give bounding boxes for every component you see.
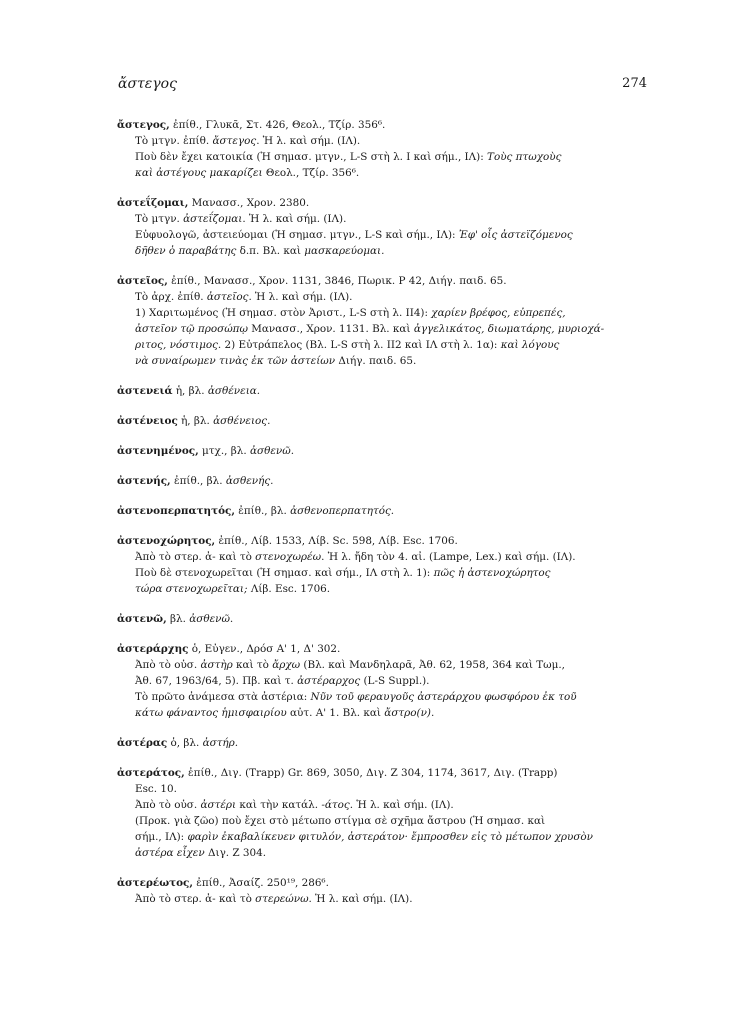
text: Ἀπὸ τὸ στερ. ἀ- καὶ τὸ	[135, 893, 256, 905]
text: (Βλ. καὶ Μανδηλαρᾶ, Ἀθ. 62, 1958, 364 καὶ Τωμ.,	[300, 659, 565, 671]
dictionary-entry	[117, 875, 655, 907]
text: σήμ., ΙΛ):	[135, 831, 188, 843]
entries-column	[117, 117, 655, 921]
entry-line	[117, 689, 655, 705]
headword: ἀστεῖος,	[117, 275, 168, 287]
italic-text: χαρίεν βρέφος, εὐπρεπές,	[431, 307, 566, 319]
italic-text: ἀστέρι	[200, 799, 237, 811]
headword: ἀστενοχώρητος,	[117, 535, 216, 547]
italic-text: ἀγγελικάτος, διωματάρης, μυριοχά-	[413, 323, 605, 335]
entry-line	[117, 211, 655, 227]
italic-text: ἀσθενοπερπατητός.	[290, 505, 395, 517]
italic-text: ἀσθένεια.	[207, 385, 261, 397]
text: καὶ τὸ	[232, 659, 273, 671]
text: Διγ. Ζ 304.	[204, 847, 267, 859]
entry-line	[117, 353, 655, 369]
entry-headline	[117, 641, 655, 657]
text: αὐτ. Α' 1. Βλ. καὶ	[286, 707, 385, 719]
entry-headline	[117, 473, 655, 489]
text: (L-S Suppl.).	[360, 675, 430, 687]
headword: ἀστενειά	[117, 385, 173, 397]
text: Τὸ πρῶτο ἀνάμεσα στὰ ἀστέρια:	[135, 691, 311, 703]
text: 2) Εὐτράπελος (Βλ. L-S στὴ λ. ΙΙ2 καὶ ΙΛ στὴ λ. 1α):	[221, 339, 501, 351]
italic-text: ἄστρο(ν).	[384, 707, 435, 719]
text: ἐπίθ., Μανασσ., Χρον. 1131, 3846, Πωρικ. Ρ 42, Διήγ. παιδ. 65.	[167, 275, 507, 287]
italic-text: ἀσθενής.	[225, 475, 274, 487]
italic-text: ἀσθενῶ.	[189, 613, 234, 625]
headword: ἀστενημένος,	[117, 445, 199, 457]
dictionary-entry	[117, 735, 655, 751]
italic-text: Ἐφ' οἷς ἀστεϊζόμενος	[458, 229, 573, 241]
entry-headline	[117, 383, 655, 399]
text: Λίβ. Esc. 1706.	[247, 583, 331, 595]
text: . Ἡ λ. καὶ σήμ. (ΙΛ).	[256, 135, 361, 147]
entry-line	[117, 705, 655, 721]
italic-text: ἀστεῖον τῷ προσώπῳ	[135, 323, 248, 335]
text: . Ἡ λ. καὶ σήμ. (ΙΛ).	[349, 799, 454, 811]
text: Ἀπὸ τὸ στερ. ἀ- καὶ τὸ	[135, 551, 256, 563]
italic-text: ἀστὴρ	[200, 659, 233, 671]
italic-text: ἀστεῖος	[206, 291, 249, 303]
entry-line	[117, 337, 655, 353]
text: . Ἡ λ. καὶ σήμ. (ΙΛ).	[308, 893, 413, 905]
text: 1) Χαριτωμένος (Ἡ σημασ. στὸν Ἀριστ., L-S στὴ λ. ΙΙ4):	[135, 307, 432, 319]
text: (Προκ. γιὰ ζῶο) ποὺ ἔχει στὸ μέτωπο στίγμα σὲ σχῆμα ἄστρου (Ἡ σημασ. καὶ	[135, 815, 546, 827]
entry-headline	[117, 117, 655, 133]
dictionary-entry	[117, 413, 655, 429]
entry-headline	[117, 443, 655, 459]
text: . Ἡ λ. ἤδη τὸν 4. αἰ. (Lampe, Lex.) καὶ σήμ. (ΙΛ).	[321, 551, 576, 563]
headword: ἄστεγος,	[117, 119, 170, 131]
headword: ἀστέρας	[117, 737, 168, 749]
headword: ἀστεΐζομαι,	[117, 197, 189, 209]
text: καὶ τὴν κατάλ.	[236, 799, 322, 811]
text: δ.π. Βλ. καὶ	[236, 245, 305, 257]
text: ἐπίθ., Διγ. (Trapp) Gr. 869, 3050, Διγ. Ζ 304, 1174, 3617, Διγ. (Trapp)	[184, 767, 558, 779]
text: ἐπίθ., Γλυκᾶ, Στ. 426, Θεολ., Τζίρ. 356⁶.	[169, 119, 386, 131]
entry-line	[117, 657, 655, 673]
dictionary-entry	[117, 641, 655, 721]
italic-text: νὰ συναίρωμεν τινὰς ἐκ τῶν ἀστείων	[135, 355, 336, 367]
italic-text: ἀσθένειος.	[213, 415, 271, 427]
dictionary-entry	[117, 117, 655, 181]
italic-text: ἄρχω	[272, 659, 301, 671]
italic-text: στενοχωρέω	[255, 551, 322, 563]
italic-text: τώρα στενοχωρεῖται;	[135, 583, 248, 595]
headword: ἀστεράτος,	[117, 767, 185, 779]
entry-line	[117, 813, 655, 829]
text: ἡ, βλ.	[177, 415, 214, 427]
entry-line	[117, 581, 655, 597]
entry-line	[117, 133, 655, 149]
headword: ἀστερέωτος,	[117, 877, 193, 889]
text: μτχ., βλ.	[198, 445, 250, 457]
text: ἡ, βλ.	[172, 385, 208, 397]
headword: ἀστενοπερπατητός,	[117, 505, 235, 517]
entry-line	[117, 165, 655, 181]
entry-line	[117, 289, 655, 305]
entry-line	[117, 321, 655, 337]
text: Τὸ μτγν. ἐπίθ.	[135, 135, 213, 147]
text: Διήγ. παιδ. 65.	[335, 355, 417, 367]
text: ἐπίθ., Λίβ. 1533, Λίβ. Sc. 598, Λίβ. Esc. 1706.	[215, 535, 458, 547]
entry-line	[117, 243, 655, 259]
text: Ἀθ. 67, 1963/64, 5). Πβ. καὶ τ.	[135, 675, 298, 687]
entry-line	[117, 797, 655, 813]
italic-text: ἀστέραρχος	[297, 675, 361, 687]
headword: ἀστεράρχης	[117, 643, 189, 655]
text: Εὐφυολογῶ, ἀστειεύομαι (Ἡ σημασ. μτγν., L-S καὶ σήμ., ΙΛ):	[135, 229, 459, 241]
dictionary-entry	[117, 195, 655, 259]
italic-text: ριτος, νόστιμος.	[135, 339, 222, 351]
italic-text: ἀσθενῶ.	[249, 445, 295, 457]
page-number: 274	[622, 76, 647, 91]
italic-text: ἀστεΐζομαι	[183, 213, 243, 225]
text: ἐπίθ., βλ.	[234, 505, 291, 517]
italic-text: καὶ λόγους	[500, 339, 560, 351]
italic-text: Τοὺς πτωχοὺς	[487, 151, 562, 163]
text: Ποὺ δὲ στενοχωρεῖται (Ἡ σημασ. καὶ σήμ., ΙΛ στὴ λ. 1):	[135, 567, 434, 579]
entry-line	[117, 565, 655, 581]
italic-text: στερεώνω	[255, 893, 309, 905]
text: Esc. 10.	[135, 783, 177, 795]
text: Ἀπὸ τὸ οὐσ.	[135, 799, 201, 811]
entry-headline	[117, 413, 655, 429]
text: ἐπίθ., βλ.	[170, 475, 226, 487]
text: . Ἡ λ. καὶ σήμ. (ΙΛ).	[248, 291, 353, 303]
entry-headline	[117, 273, 655, 289]
text: . Ἡ λ. καὶ σήμ. (ΙΛ).	[242, 213, 347, 225]
dictionary-entry	[117, 443, 655, 459]
text: Ποὺ δὲν ἔχει κατοικία (Ἡ σημασ. μτγν., L-S στὴ λ. Ι καὶ σήμ., ΙΛ):	[135, 151, 488, 163]
text: βλ.	[166, 613, 190, 625]
dictionary-entry	[117, 611, 655, 627]
text: ἐπίθ., Ἀσαίζ. 250¹⁹, 286⁶.	[192, 877, 329, 889]
italic-text: ἄστεγος	[212, 135, 257, 147]
italic-text: δῆθεν ὁ παραβάτης	[135, 245, 237, 257]
italic-text: ἀστήρ.	[202, 737, 239, 749]
entry-headline	[117, 195, 655, 211]
italic-text: -άτος	[321, 799, 350, 811]
italic-text: πῶς ἡ ἀστενοχώρητος	[433, 567, 551, 579]
text: ὁ, βλ.	[167, 737, 203, 749]
entry-headline	[117, 735, 655, 751]
entry-line	[117, 305, 655, 321]
dictionary-entry	[117, 533, 655, 597]
entry-line	[117, 781, 655, 797]
dictionary-entry	[117, 273, 655, 369]
entry-headline	[117, 503, 655, 519]
text: Τὸ μτγν.	[135, 213, 184, 225]
text: Ἀπὸ τὸ οὐσ.	[135, 659, 201, 671]
dictionary-entry	[117, 765, 655, 861]
entry-line	[117, 845, 655, 861]
dictionary-entry	[117, 473, 655, 489]
entry-line	[117, 549, 655, 565]
text: Μανασσ., Χρον. 1131. Βλ. καὶ	[247, 323, 414, 335]
italic-text: μασκαρεύομαι.	[304, 245, 385, 257]
entry-line	[117, 227, 655, 243]
text: Τὸ ἀρχ. ἐπίθ.	[135, 291, 207, 303]
headword: ἀστένειος	[117, 415, 178, 427]
entry-line	[117, 673, 655, 689]
entry-line	[117, 891, 655, 907]
italic-text: φαρὶν ἐκαβαλίκευεν φιτυλόν, ἀστεράτον· ἔμπροσθεν εἰς τὸ μέτωπον χρυσὸν	[187, 831, 593, 843]
entry-headline	[117, 875, 655, 891]
italic-text: καὶ ἀστέγους μακαρίζει	[135, 167, 263, 179]
text: ὁ, Εὐγεν., Δρόσ Α' 1, Δ' 302.	[188, 643, 341, 655]
entry-headline	[117, 533, 655, 549]
dictionary-entry	[117, 503, 655, 519]
italic-text: κάτω φάναντος ἡμισφαιρίου	[135, 707, 287, 719]
entry-headline	[117, 611, 655, 627]
text: Θεολ., Τζίρ. 356⁶.	[262, 167, 360, 179]
running-head: ἄστεγος	[118, 76, 177, 92]
italic-text: Νῦν τοῦ φεραυγοῦς ἀστεράρχου φωσφόρου ἐκ τοῦ	[310, 691, 577, 703]
entry-line	[117, 149, 655, 165]
headword: ἀστενῶ,	[117, 613, 167, 625]
headword: ἀστενής,	[117, 475, 171, 487]
italic-text: ἀστέρα εἶχεν	[135, 847, 205, 859]
text: Μανασσ., Χρον. 2380.	[188, 197, 310, 209]
entry-line	[117, 829, 655, 845]
dictionary-entry	[117, 383, 655, 399]
entry-headline	[117, 765, 655, 781]
